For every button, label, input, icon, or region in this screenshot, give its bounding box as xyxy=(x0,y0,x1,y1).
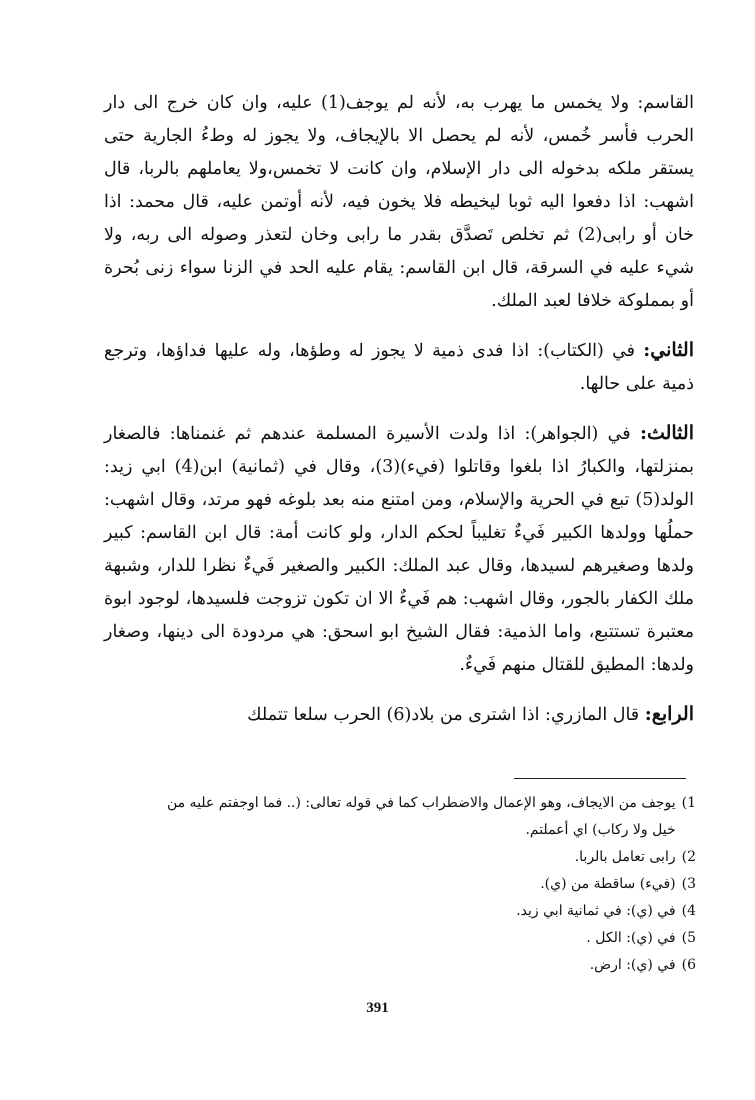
paragraph-qasim xyxy=(104,86,694,318)
footnote-text: (فيء) ساقطة من (ي). xyxy=(540,876,676,892)
footnote-text: في (ي): ارض. xyxy=(589,957,676,973)
footnote-separator xyxy=(514,778,686,779)
paragraph-second xyxy=(104,334,694,401)
footnote-item xyxy=(150,844,696,871)
footnote-number: 1) xyxy=(681,795,696,811)
footnote-text: في (ي): الكل . xyxy=(586,930,676,946)
page-number: 391 xyxy=(366,1000,389,1016)
footnote-text: يوجف من الايجاف، وهو الإعمال والاضطراب كما في قوله تعالى: (.. فما اوجفتم عليه من خيل ولا ركاب) اي أعملتم. xyxy=(166,795,676,838)
paragraph-keyword: الرابع: xyxy=(644,703,694,725)
paragraph-body: قال المازري: اذا اشترى من بلاد(6) الحرب سلعا تتملك xyxy=(247,705,640,725)
paragraph-third xyxy=(104,417,694,682)
footnote-text: في (ي): في ثمانية ابي زيد. xyxy=(516,903,676,919)
paragraph-fourth xyxy=(104,698,694,732)
paragraph-body: في (الجواهر): اذا ولدت الأسيرة المسلمة عندهم ثم غنمناها: فالصغار بمنزلتها، والكبارُ اذا بلغوا وقاتلوا (فيء)(3)، وقال في (ثمانية) ابن(4) ابي زيد: الولد(5) تبع في الحرية والإسلام، ومن امتنع منه بعد بلوغه فهو مرتد، وقال اشهب: حملُها وولدها الكبير فَيءٌ تغليباً لحكم الدار، ولو كانت أمة: قال ابن القاسم: كبير ولدها وصغيرهم لسيدها، وقال عبد الملك: الكبير والصغير فَيءٌ نظرا للدار، وشبهة ملك الكفار بالجور، وقال اشهب: هم فَيءٌ الا ان تكون تزوجت فلسيدها، لوجود ابوة معتبرة تستتبع، واما الذمية: فقال الشيخ ابو اسحق: هي مردودة الى دينها، وصغار ولدها: المطيق للقتال منهم فَيءٌ. xyxy=(104,424,694,675)
footnote-number: 4) xyxy=(681,903,696,919)
paragraph-body: القاسم: ولا يخمس ما يهرب به، لأنه لم يوجف(1) عليه، وان كان خرج الى دار الحرب فأسر خُمس، لأنه لم يحصل الا بالإيجاف، ولا يجوز له وطءُ الجارية حتى يستقر ملكه بدخوله الى دار الإسلام، وان كانت لا تخمس،ولا يعاملهم بالربا، قال اشهب: اذا دفعوا اليه ثوبا ليخيطه فلا يخون فيه، لأنه أوتمن عليه، قال محمد: اذا خان أو رابى(2) ثم تخلص تَصدَّق بقدر ما رابى وخان لتعذر وصوله الى ربه، ولا شيء عليه في السرقة، قال ابن القاسم: يقام عليه الحد في الزنا سواء زنى بُحرة أو بمملوكة خلافا لعبد الملك. xyxy=(104,93,694,311)
footnote-item xyxy=(150,898,696,925)
footnote-item xyxy=(150,790,696,844)
footnote-number: 6) xyxy=(681,957,696,973)
footnote-item xyxy=(150,925,696,952)
footnote-item xyxy=(150,871,696,898)
footnote-item xyxy=(150,952,696,979)
paragraph-keyword: الثاني: xyxy=(643,339,694,361)
footnote-text: رابى تعامل بالربا. xyxy=(574,849,676,865)
paragraph-keyword: الثالث: xyxy=(639,422,694,444)
footnote-number: 3) xyxy=(681,876,696,892)
paragraph-body: في (الكتاب): اذا فدى ذمية لا يجوز له وطؤها، وله عليها فداؤها، وترجع ذمية على حالها. xyxy=(104,341,694,394)
main-text xyxy=(104,86,694,748)
footnote-number: 2) xyxy=(681,849,696,865)
footnote-number: 5) xyxy=(681,930,696,946)
footnotes xyxy=(150,790,696,979)
